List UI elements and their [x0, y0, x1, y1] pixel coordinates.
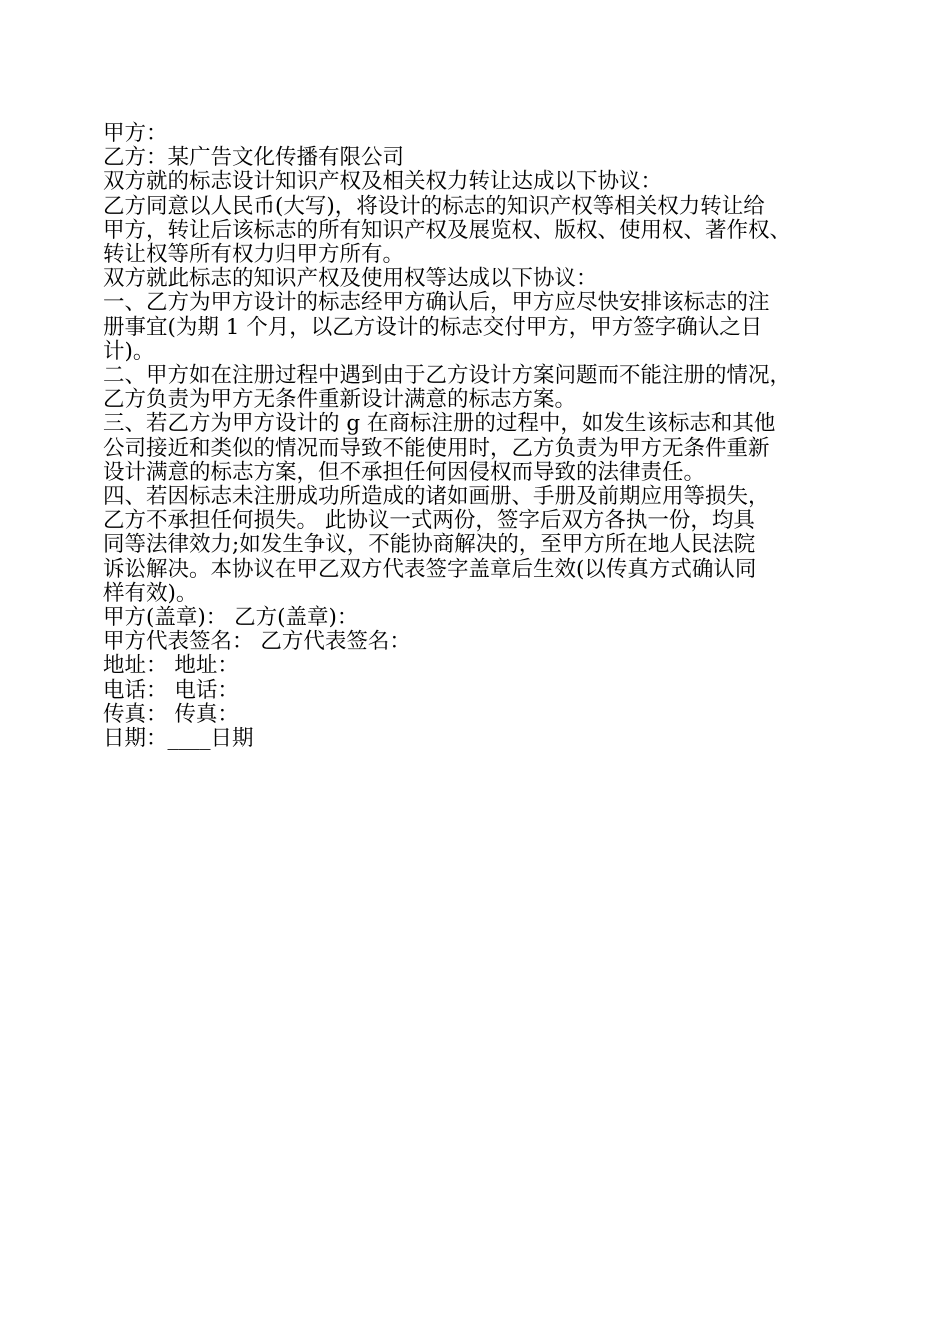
transfer-clause-line-2: 甲方，转让后该标志的所有知识产权及展览权、版权、使用权、著作权、	[103, 217, 792, 243]
agreement-intro: 双方就的标志设计知识产权及相关权力转让达成以下协议：	[103, 169, 663, 195]
clause-2-line-2: 乙方负责为甲方无条件重新设计满意的标志方案。	[103, 387, 577, 413]
clause-3-line-2: 公司接近和类似的情况而导致不能使用时，乙方负责为甲方无条件重新	[103, 435, 770, 461]
clause-4-line-1: 四、若因标志未注册成功所造成的诸如画册、手册及前期应用等损失，	[103, 484, 770, 510]
clause-4-line-4: 诉讼解决。本协议在甲乙双方代表签字盖章后生效(以传真方式确认同	[103, 556, 757, 582]
agreement-text	[103, 122, 873, 751]
phone-line: 电话： 电话：	[103, 677, 239, 703]
transfer-clause-line-1: 乙方同意以人民币(大写)，将设计的标志的知识产权等相关权力转让给	[103, 193, 765, 219]
usage-agreement-intro: 双方就此标志的知识产权及使用权等达成以下协议：	[103, 266, 598, 292]
seal-line: 甲方(盖章)： 乙方(盖章)：	[103, 605, 359, 631]
clause-1-line-3: 计)。	[103, 338, 155, 364]
party-b-line: 乙方：某广告文化传播有限公司	[103, 145, 405, 171]
clause-3-line-3: 设计满意的标志方案，但不承担任何因侵权而导致的法律责任。	[103, 459, 706, 485]
address-line: 地址： 地址：	[103, 653, 239, 679]
party-a-line: 甲方：	[103, 121, 168, 146]
clause-1-line-1: 一、乙方为甲方设计的标志经甲方确认后，甲方应尽快安排该标志的注	[103, 290, 770, 316]
clause-4-line-5: 样有效)。	[103, 580, 198, 606]
date-line: 日期：____日期	[103, 726, 254, 752]
clause-3-line-1: 三、若乙方为甲方设计的 g 在商标注册的过程中，如发生该标志和其他	[103, 411, 776, 437]
clause-1-line-2: 册事宜(为期 1 个月，以乙方设计的标志交付甲方，甲方签字确认之日	[103, 314, 763, 340]
clause-2-line-1: 二、甲方如在注册过程中遇到由于乙方设计方案问题而不能注册的情况，	[103, 363, 792, 389]
clause-4-line-3: 同等法律效力;如发生争议，不能协商解决的，至甲方所在地人民法院	[103, 532, 756, 558]
clause-4-line-2: 乙方不承担任何损失。 此协议一式两份，签字后双方各执一份，均具	[103, 508, 755, 534]
transfer-clause-line-3: 转让权等所有权力归甲方所有。	[103, 242, 405, 268]
fax-line: 传真： 传真：	[103, 701, 239, 727]
signature-line: 甲方代表签名： 乙方代表签名：	[103, 629, 411, 655]
